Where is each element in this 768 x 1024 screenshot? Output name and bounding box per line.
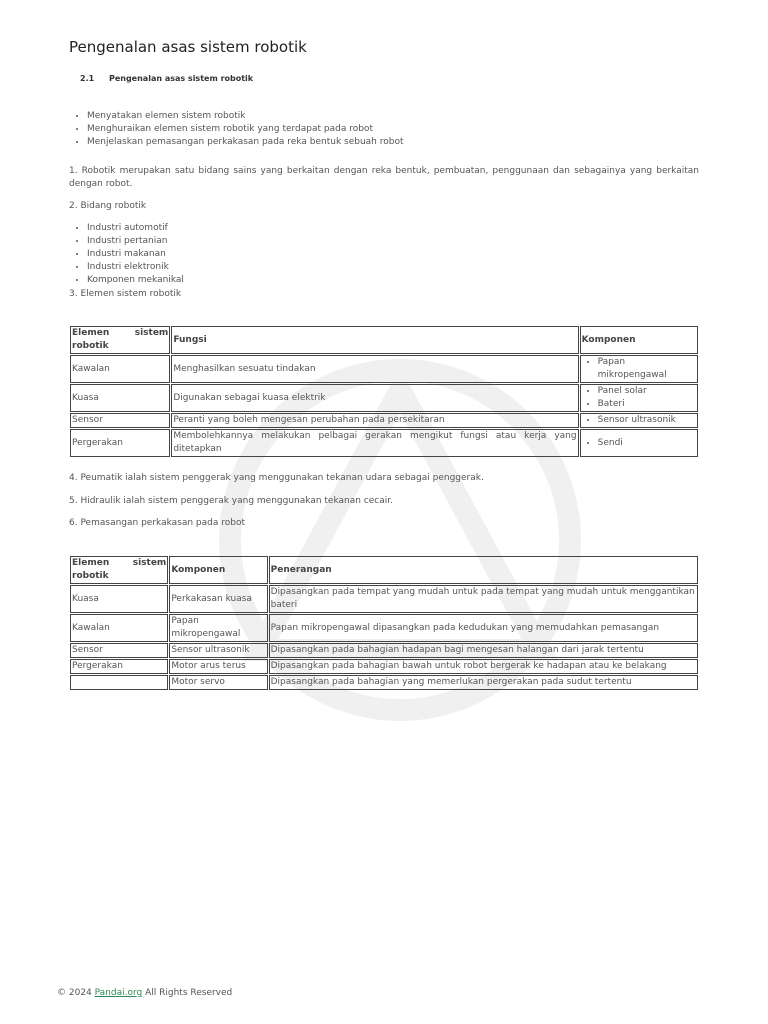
table-header-row — [70, 556, 698, 584]
list-item: • Papan mikropengawal — [598, 356, 696, 382]
list-item: • Komponen mekanikal — [87, 274, 184, 287]
section-title: Pengenalan asas sistem robotik — [108, 74, 254, 83]
elements-table — [69, 325, 699, 458]
table-cell: Motor arus terus — [169, 659, 267, 674]
table-cell: Papan mikropengawal dipasangkan pada kedudukan yang memudahkan pemasangan — [269, 614, 698, 642]
table-cell: Kuasa — [70, 585, 168, 613]
table-row — [70, 675, 698, 690]
table-header: Elemen sistem robotik — [70, 556, 168, 584]
list-item: • Industri pertanian — [87, 235, 184, 248]
table-header: Fungsi — [171, 326, 578, 354]
table-row — [70, 384, 698, 412]
table-cell: Digunakan sebagai kuasa elektrik — [171, 384, 578, 412]
table-cell: Pergerakan — [70, 659, 168, 674]
paragraph-hydraulic: 5. Hidraulik ialah sistem penggerak yang menggunakan tekanan cecair. — [69, 496, 394, 506]
fields-list — [69, 222, 184, 287]
paragraph-elements-heading: 3. Elemen sistem robotik — [69, 289, 182, 299]
footer-copyright: © 2024 — [57, 988, 95, 998]
table-cell: Motor servo — [169, 675, 267, 690]
page-title: Pengenalan asas sistem robotik — [69, 38, 307, 56]
table-header: Penerangan — [269, 556, 698, 584]
list-item: • Industri elektronik — [87, 261, 184, 274]
footer-link[interactable]: Pandai.org — [94, 988, 143, 998]
objectives-list — [69, 110, 717, 149]
list-item: • Menghuraikan elemen sistem robotik yang terdapat pada robot — [87, 123, 717, 136]
paragraph-definition: 1. Robotik merupakan satu bidang sains yang berkaitan dengan reka bentuk, pembuatan, penggunaan dan sebagainya yang berkaitan dengan robot. — [69, 166, 699, 189]
section-number: 2.1 — [80, 74, 95, 83]
table-cell: Kawalan — [70, 355, 170, 383]
table-header: Komponen — [580, 326, 698, 354]
table-row — [70, 429, 698, 457]
table-cell: Kawalan — [70, 614, 168, 642]
paragraph-fields-heading: 2. Bidang robotik — [69, 201, 147, 211]
table-cell: Dipasangkan pada bahagian hadapan bagi mengesan halangan dari jarak tertentu — [269, 643, 698, 658]
table-cell: Menghasilkan sesuatu tindakan — [171, 355, 578, 383]
list-item: • Bateri — [598, 398, 696, 411]
table-cell: Dipasangkan pada bahagian yang memerlukan pergerakan pada sudut tertentu — [269, 675, 698, 690]
list-item: • Sendi — [598, 437, 696, 450]
table-cell: Sensor — [70, 413, 170, 428]
table-cell: Membolehkannya melakukan pelbagai gerakan mengikut fungsi atau kerja yang ditetapkan — [171, 429, 578, 457]
table-cell: Dipasangkan pada bahagian bawah untuk robot bergerak ke hadapan atau ke belakang — [269, 659, 698, 674]
table-cell — [580, 384, 698, 412]
table-row — [70, 643, 698, 658]
table-cell: Peranti yang boleh mengesan perubahan pada persekitaran — [171, 413, 578, 428]
table-cell: Kuasa — [70, 384, 170, 412]
list-item: • Sensor ultrasonik — [598, 414, 696, 427]
section-heading — [80, 72, 253, 85]
table-row — [70, 413, 698, 428]
hardware-table — [69, 555, 699, 691]
table-header: Komponen — [169, 556, 267, 584]
table-cell — [70, 675, 168, 690]
table-cell — [580, 429, 698, 457]
list-item: • Industri automotif — [87, 222, 184, 235]
table-header-row — [70, 326, 698, 354]
list-item: • Industri makanan — [87, 248, 184, 261]
table-header: Elemen sistem robotik — [70, 326, 170, 354]
table-cell: Perkakasan kuasa — [169, 585, 267, 613]
table-cell: Dipasangkan pada tempat yang mudah untuk pada tempat yang mudah untuk menggantikan bateri — [269, 585, 698, 613]
footer-rights: All Rights Reserved — [142, 988, 233, 998]
list-item: • Menjelaskan pemasangan perkakasan pada reka bentuk sebuah robot — [87, 136, 717, 149]
footer — [57, 987, 232, 1000]
table-row — [70, 355, 698, 383]
table-cell — [580, 413, 698, 428]
paragraph-hardware-heading: 6. Pemasangan perkakasan pada robot — [69, 518, 246, 528]
table-row — [70, 614, 698, 642]
table-row — [70, 585, 698, 613]
table-cell: Sensor — [70, 643, 168, 658]
table-cell: Sensor ultrasonik — [169, 643, 267, 658]
paragraph-pneumatic: 4. Peumatik ialah sistem penggerak yang menggunakan tekanan udara sebagai penggerak. — [69, 473, 484, 483]
table-cell: Papan mikropengawal — [169, 614, 267, 642]
table-row — [70, 659, 698, 674]
table-cell — [580, 355, 698, 383]
list-item: • Menyatakan elemen sistem robotik — [87, 110, 717, 123]
list-item: • Panel solar — [598, 385, 696, 398]
table-cell: Pergerakan — [70, 429, 170, 457]
